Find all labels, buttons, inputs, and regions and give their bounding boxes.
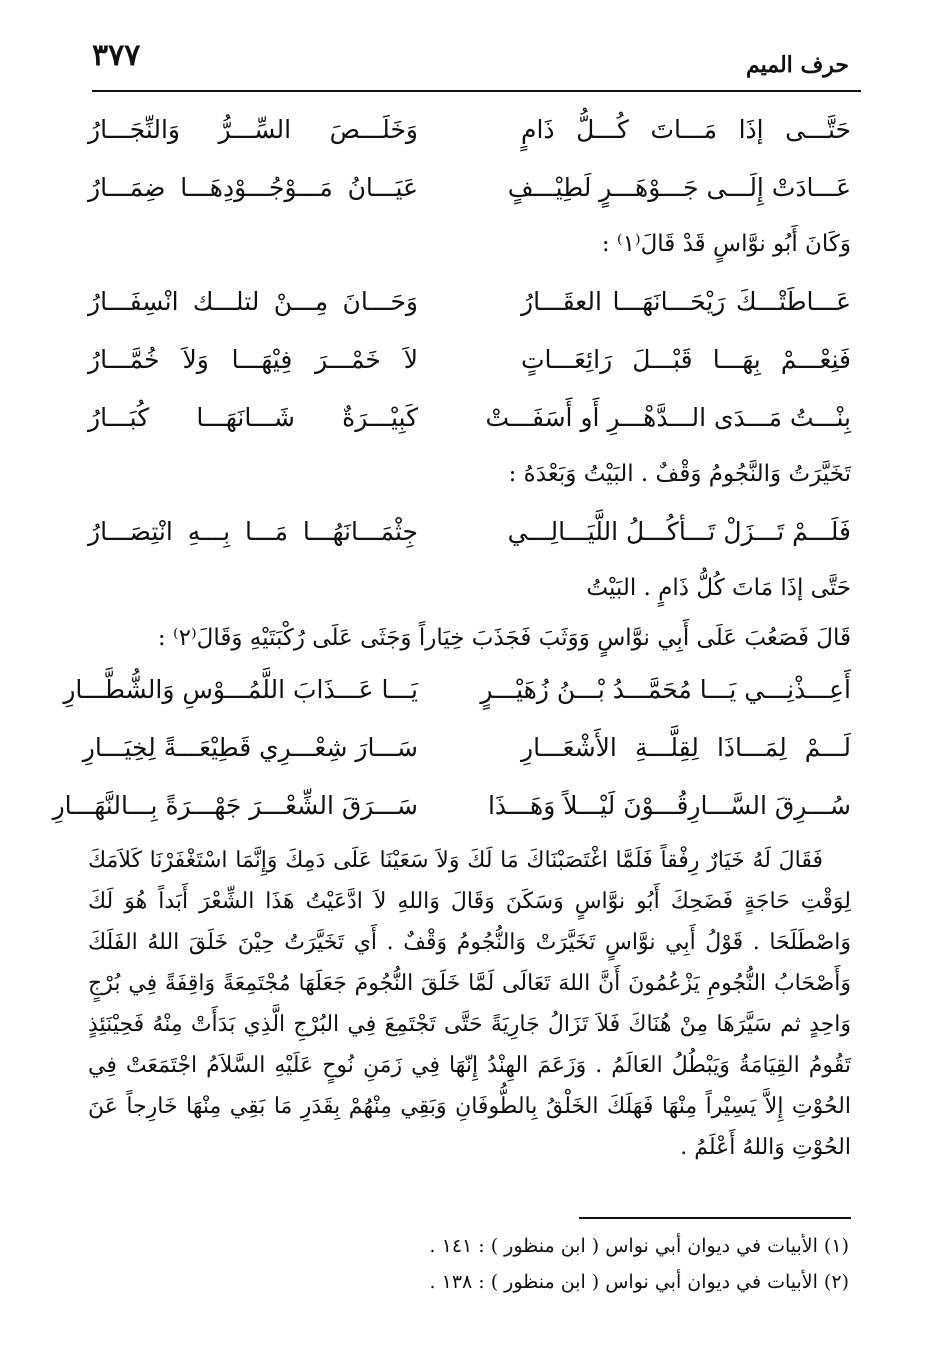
verse-second-hemistich: لاَ خَمْـــرَ فِيْهَـــا وَلاَ خُمَّـــارُ (88, 344, 418, 374)
verse-line (63, 660, 851, 718)
running-title: حرف الميم (745, 52, 849, 78)
verse-line (88, 272, 851, 330)
header-rule (92, 90, 861, 92)
verse-line (88, 158, 851, 216)
verse-first-hemistich: سُـــرِقَ السَّـــارِقُـــوْنَ لَيْـــلاً وَهَـــذَا (487, 790, 851, 820)
verse-line (88, 330, 851, 388)
verse-second-hemistich: جِثْمَـــانَهُـــا مَـــا بِـــهِ انْتِصَـــارُ (88, 516, 418, 546)
prose-intro: حَتَّى إذَا مَاتَ كُلُّ ذَامٍ . البَيْتُ (586, 575, 851, 601)
verse-first-hemistich: عَـــاطَتْـــكَ رَيْحَـــانَهَـــا العقَـــارُ (521, 286, 851, 316)
prose-intro: تَخَيَّرَتُ وَالنَّجُومُ وَقْفٌ . البَيْتُ وَبَعْدَهُ : (508, 461, 851, 487)
verse-second-hemistich: سَـــرَقَ الشِّعْـــرَ جَهْـــرَةً بِـــالنَّهَـــارِ (52, 790, 418, 820)
verse-second-hemistich: عَيَـــانُ مَـــوْجُـــوْدِهَـــا ضِمَـــارُ (88, 172, 418, 202)
verse-line (88, 100, 851, 158)
verse-first-hemistich: فَلَـــمْ تَـــزَلْ تَـــأكُـــلُ اللَّيَـــالِـــي (507, 516, 851, 546)
verse-first-hemistich: لَـــمْ لِمَـــاذَا لِقِلَّـــةِ الأَشْعَـــارِ (521, 732, 851, 762)
verse-first-hemistich: أَعِـــذْنِـــي يَـــا مُحَمَّـــدُ بْـــنُ زُهَيْـــرٍ (480, 674, 851, 704)
verse-group-2 (88, 272, 851, 446)
verse-second-hemistich: سَـــارَ شِعْـــرِي قَطِيْعَـــةً لِخِيَـــارِ (82, 732, 418, 762)
verse-second-hemistich: وَخَلَـــصَ السِّـــرُّ وَالنِّجَـــارُ (88, 114, 418, 144)
verse-second-hemistich: كَبِيْـــرَةٌ شَـــانَهَـــا كُبَـــارُ (88, 402, 418, 432)
commentary-paragraph: فَقَالَ لَهُ خَيَارٌ رِفْقاً فَلَمَّا اغْتَصَبْنَاكَ مَا لَكَ وَلاَ سَعَيْنَا عَلَى دَمِكَ وَإِنَّمَا اسْتَغْفَرْنَا كَلاَمَكَ لِوَقْتِ حَاجَةٍ فَضَحِكَ أَبُو نوَّاسٍ وَسَكَنَ وَقَالَ وَاللهِ لاَ ادَّعَيْتُ هَذَا الشِّعْرَ أَبَداً هُوَ لَكَ وَاصْطَلَحَا . قَوْلُ أَبِي نوَّاسٍ تَخَيَّرَتْ وَالنُّجُومُ وَقْفٌ . أَي تَخَيَّرَتُ حِيْنَ خَلَقَ اللهُ الفَلَكَ وَأَصْحَابُ النُّجُومِ يَزْعُمُونَ أَنَّ اللهَ تَعَالَى لَمَّا خَلَقَ النُّجُومَ جَعَلَهَا مُجْتَمِعَةً وَاقِفَةً فِي بُرْجٍ وَاحِدٍ ثم سَيَّرَهَا مِنْ هُنَاكَ فَلاَ تَزَالُ جَارِيَةً حَتَّى تَجْتَمِعَ فِي البُرْجِ الَّذِي بَدَأَتْ مِنْهُ فَحِيْنَئِذٍ تَقُومُ القِيَامَةُ وَيَبْطُلُ العَالَمُ . وَزَعَمَ الهِنْدُ إِنّهَا فِي زَمَنِ نُوحٍ عَلَيْهِ السَّلاَمُ اجْتَمَعَتْ فِي الحُوْتِ إِلاَّ يَسِيْراً مِنْهَا فَهَلَكَ الخَلْقُ بِالطُّوفَانِ وَبَقِي مِنْهُمْ بِقَدَرِ مَا بَقِي مِنْهَا خَارِجاً عَنَ الحُوْتِ وَاللهُ أَعْلَمُ . (88, 848, 851, 1160)
verse-group-1 (88, 100, 851, 216)
verse-line (52, 776, 851, 834)
prose-intro: قَالَ فَصَعُبَ عَلَى أَبِي نوَّاسٍ وَوَثَبَ فَجَذَبَ خِيَاراً وَجَثَى عَلَى رُكْبَتَيْهِ وَقَالَ⁽٢⁾ : (157, 625, 851, 651)
page-number: ٣٧٧ (92, 38, 141, 73)
verse-first-hemistich: بِنْـــتُ مَـــدَى الـــدَّهْـــرِ أَو أَسَفَـــتْ (485, 402, 851, 432)
verse-line (88, 388, 851, 446)
verse-line (82, 718, 851, 776)
page-body (52, 100, 851, 1190)
verse-group-4 (52, 660, 851, 834)
footnote-1: (١) الأبيات في ديوان أبي نواس ( ابن منظور ) : ١٤١ . (429, 1235, 849, 1257)
verse-second-hemistich: يَـــا عَـــذَابَ اللَّمُـــوْسِ وَالشُّطَّـــارِ (63, 674, 418, 704)
verse-first-hemistich: عَـــادَتْ إِلَـــى جَـــوْهَـــرٍ لَطِيْـــفٍ (507, 172, 851, 202)
footnote-rule (579, 1217, 851, 1219)
verse-first-hemistich: حَتَّـــى إذَا مَـــاتَ كُـــلُّ ذَامٍ (521, 114, 851, 144)
verse-second-hemistich: وَحَـــانَ مِـــنْ لتلـــك انْسِفَـــارُ (88, 286, 418, 316)
footnote-2: (٢) الأبيات في ديوان أبي نواس ( ابن منظور ) : ١٣٨ . (429, 1271, 849, 1293)
prose-intro: وَكَانَ أَبُو نوَّاسٍ قَدْ قَالَ⁽١⁾ : (601, 231, 851, 257)
verse-first-hemistich: فَنِعْـــمْ بِهَـــا قَبْـــلَ رَائِعَـــاتٍ (521, 344, 851, 374)
verse-group-3 (88, 502, 851, 560)
footnotes (430, 1228, 849, 1300)
verse-line (88, 502, 851, 560)
